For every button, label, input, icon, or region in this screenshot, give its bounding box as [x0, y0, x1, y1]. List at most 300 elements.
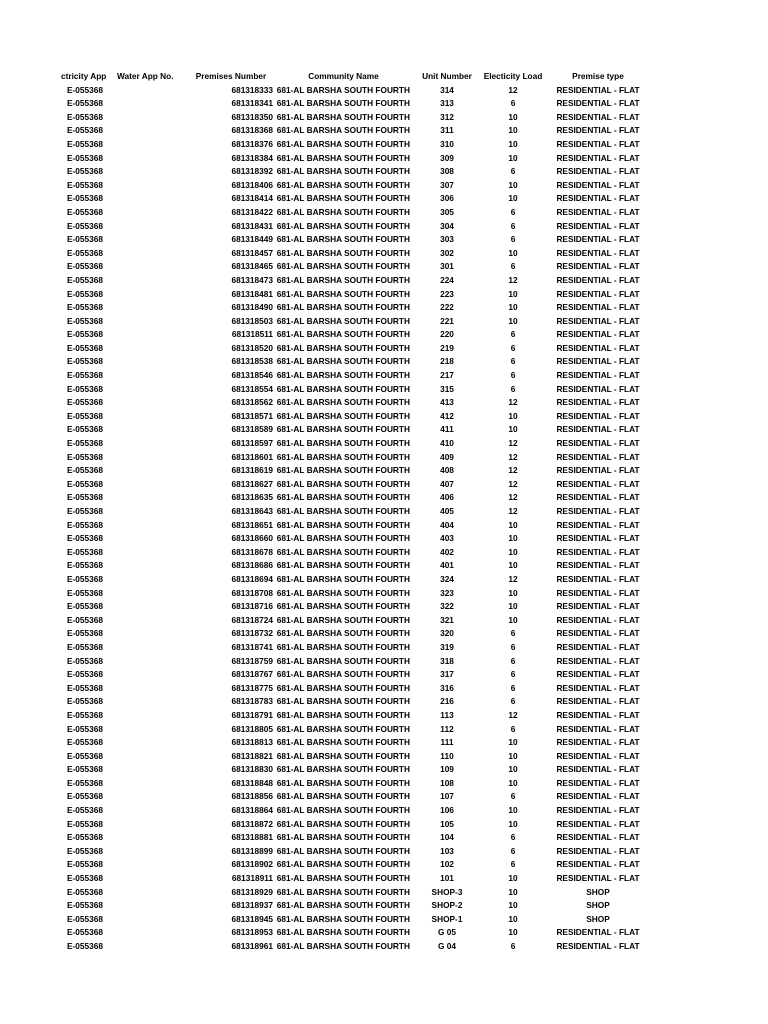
cell-premises-number[interactable]: 681318961 — [231, 941, 273, 951]
cell-electricity-load[interactable]: 6 — [510, 370, 516, 381]
cell-community-name[interactable]: 681-AL BARSHA SOUTH FOURTH — [276, 873, 410, 884]
cell-premise-type[interactable]: RESIDENTIAL - FLAT — [556, 709, 640, 720]
cell-premises-number[interactable]: 681318775 — [231, 682, 273, 693]
cell-premises-number[interactable]: 681318473 — [231, 274, 273, 285]
cell-unit-number[interactable]: 224 — [440, 274, 454, 285]
cell-electricity-load[interactable]: 12 — [508, 573, 518, 584]
header-electricity-app[interactable]: ctricity App — [61, 71, 107, 81]
cell-community-name[interactable]: 681-AL BARSHA SOUTH FOURTH — [276, 234, 410, 245]
cell-community-name[interactable]: 681-AL BARSHA SOUTH FOURTH — [276, 723, 410, 734]
cell-premises-number[interactable]: 681318830 — [231, 764, 273, 775]
cell-electricity-app[interactable]: E-055368 — [67, 152, 103, 163]
cell-premise-type[interactable]: RESIDENTIAL - FLAT — [556, 573, 640, 584]
cell-unit-number[interactable]: 218 — [440, 356, 454, 367]
cell-premises-number[interactable]: 681318864 — [231, 805, 273, 816]
cell-electricity-load[interactable]: 12 — [508, 506, 518, 516]
cell-premise-type[interactable]: RESIDENTIAL - FLAT — [556, 125, 640, 136]
cell-premise-type[interactable]: RESIDENTIAL - FLAT — [556, 179, 640, 190]
cell-unit-number[interactable]: 109 — [440, 764, 454, 775]
cell-unit-number[interactable]: 113 — [440, 709, 454, 720]
cell-premises-number[interactable]: 681318813 — [231, 737, 273, 748]
cell-electricity-app[interactable]: E-055368 — [67, 288, 103, 299]
cell-premises-number[interactable]: 681318911 — [231, 873, 273, 884]
cell-water-app[interactable] — [113, 396, 187, 410]
cell-electricity-load[interactable]: 6 — [510, 655, 516, 666]
cell-premise-type[interactable]: RESIDENTIAL - FLAT — [556, 791, 640, 802]
cell-electricity-app[interactable]: E-055368 — [67, 696, 103, 707]
cell-community-name[interactable]: 681-AL BARSHA SOUTH FOURTH — [276, 573, 410, 584]
cell-premise-type[interactable]: RESIDENTIAL - FLAT — [556, 247, 640, 258]
cell-water-app[interactable] — [113, 138, 187, 152]
cell-premises-number[interactable]: 681318767 — [231, 669, 273, 680]
cell-electricity-app[interactable]: E-055368 — [67, 859, 103, 870]
cell-premise-type[interactable]: RESIDENTIAL - FLAT — [556, 764, 640, 775]
cell-water-app[interactable] — [113, 519, 187, 533]
cell-electricity-load[interactable]: 6 — [510, 261, 516, 272]
header-water-app[interactable]: Water App No. — [117, 71, 174, 81]
cell-premises-number[interactable]: 681318805 — [231, 723, 273, 734]
cell-electricity-load[interactable]: 12 — [508, 84, 518, 95]
cell-community-name[interactable]: 681-AL BARSHA SOUTH FOURTH — [276, 546, 410, 557]
cell-community-name[interactable]: 681-AL BARSHA SOUTH FOURTH — [276, 410, 410, 421]
cell-unit-number[interactable]: 321 — [440, 614, 454, 625]
cell-unit-number[interactable]: 411 — [440, 424, 454, 435]
cell-premises-number[interactable]: 681318481 — [231, 288, 273, 299]
cell-community-name[interactable]: 681-AL BARSHA SOUTH FOURTH — [276, 465, 410, 476]
cell-electricity-app[interactable]: E-055368 — [67, 533, 103, 544]
cell-electricity-app[interactable]: E-055368 — [67, 669, 103, 680]
cell-community-name[interactable]: 681-AL BARSHA SOUTH FOURTH — [276, 370, 410, 381]
cell-community-name[interactable]: 681-AL BARSHA SOUTH FOURTH — [276, 302, 410, 313]
cell-premises-number[interactable]: 681318716 — [231, 601, 273, 612]
cell-electricity-app[interactable]: E-055368 — [67, 465, 103, 476]
cell-electricity-load[interactable]: 10 — [508, 302, 518, 313]
header-unit-number[interactable]: Unit Number — [422, 71, 472, 81]
cell-premise-type[interactable]: RESIDENTIAL - FLAT — [556, 492, 640, 503]
cell-unit-number[interactable]: 412 — [440, 410, 454, 421]
cell-unit-number[interactable]: 303 — [440, 234, 454, 245]
cell-electricity-app[interactable]: E-055368 — [67, 886, 103, 897]
cell-unit-number[interactable]: 312 — [440, 111, 454, 122]
cell-electricity-app[interactable]: E-055368 — [67, 451, 103, 462]
cell-premise-type[interactable]: RESIDENTIAL - FLAT — [556, 859, 640, 870]
cell-unit-number[interactable]: 407 — [440, 478, 454, 489]
cell-unit-number[interactable]: 314 — [440, 84, 454, 95]
cell-premises-number[interactable]: 681318350 — [231, 111, 273, 122]
cell-water-app[interactable] — [113, 84, 187, 98]
cell-unit-number[interactable]: 410 — [440, 438, 454, 449]
cell-electricity-load[interactable]: 10 — [508, 288, 518, 299]
cell-premise-type[interactable]: RESIDENTIAL - FLAT — [556, 682, 640, 693]
cell-premise-type[interactable]: RESIDENTIAL - FLAT — [556, 424, 640, 435]
cell-water-app[interactable] — [113, 111, 187, 125]
cell-electricity-app[interactable]: E-055368 — [67, 641, 103, 652]
cell-unit-number[interactable]: 307 — [440, 179, 454, 190]
cell-unit-number[interactable]: 406 — [440, 492, 454, 503]
cell-unit-number[interactable]: 323 — [440, 587, 454, 598]
cell-electricity-load[interactable]: 12 — [508, 478, 518, 489]
cell-water-app[interactable] — [113, 220, 187, 234]
cell-premise-type[interactable]: RESIDENTIAL - FLAT — [556, 805, 640, 816]
cell-community-name[interactable]: 681-AL BARSHA SOUTH FOURTH — [276, 329, 410, 340]
cell-premises-number[interactable]: 681318589 — [231, 424, 273, 435]
cell-community-name[interactable]: 681-AL BARSHA SOUTH FOURTH — [276, 913, 410, 924]
cell-water-app[interactable] — [113, 451, 187, 465]
cell-electricity-load[interactable]: 12 — [508, 709, 518, 720]
cell-water-app[interactable] — [113, 573, 187, 587]
cell-unit-number[interactable]: 107 — [440, 791, 454, 802]
cell-unit-number[interactable]: 318 — [440, 655, 454, 666]
cell-premises-number[interactable]: 681318791 — [231, 709, 273, 720]
cell-premise-type[interactable]: RESIDENTIAL - FLAT — [556, 506, 640, 516]
cell-electricity-load[interactable]: 10 — [508, 247, 518, 258]
cell-community-name[interactable]: 681-AL BARSHA SOUTH FOURTH — [276, 832, 410, 843]
cell-premise-type[interactable]: RESIDENTIAL - FLAT — [556, 669, 640, 680]
cell-water-app[interactable] — [113, 655, 187, 669]
cell-water-app[interactable] — [113, 750, 187, 764]
cell-unit-number[interactable]: 311 — [440, 125, 454, 136]
cell-electricity-app[interactable]: E-055368 — [67, 492, 103, 503]
cell-premise-type[interactable]: RESIDENTIAL - FLAT — [556, 370, 640, 381]
cell-community-name[interactable]: 681-AL BARSHA SOUTH FOURTH — [276, 261, 410, 272]
cell-unit-number[interactable]: G 04 — [438, 941, 456, 951]
cell-community-name[interactable]: 681-AL BARSHA SOUTH FOURTH — [276, 669, 410, 680]
cell-electricity-load[interactable]: 10 — [508, 179, 518, 190]
cell-unit-number[interactable]: 309 — [440, 152, 454, 163]
cell-water-app[interactable] — [113, 369, 187, 383]
cell-electricity-app[interactable]: E-055368 — [67, 628, 103, 639]
cell-electricity-app[interactable]: E-055368 — [67, 261, 103, 272]
cell-water-app[interactable] — [113, 831, 187, 845]
cell-premises-number[interactable]: 681318899 — [231, 845, 273, 856]
cell-premise-type[interactable]: RESIDENTIAL - FLAT — [556, 329, 640, 340]
cell-premise-type[interactable]: RESIDENTIAL - FLAT — [556, 628, 640, 639]
cell-electricity-app[interactable]: E-055368 — [67, 519, 103, 530]
cell-community-name[interactable]: 681-AL BARSHA SOUTH FOURTH — [276, 750, 410, 761]
cell-electricity-load[interactable]: 10 — [508, 587, 518, 598]
cell-premises-number[interactable]: 681318538 — [231, 356, 273, 367]
cell-electricity-app[interactable]: E-055368 — [67, 709, 103, 720]
cell-community-name[interactable]: 681-AL BARSHA SOUTH FOURTH — [276, 682, 410, 693]
cell-unit-number[interactable]: 403 — [440, 533, 454, 544]
cell-water-app[interactable] — [113, 288, 187, 302]
cell-water-app[interactable] — [113, 505, 187, 519]
cell-water-app[interactable] — [113, 723, 187, 737]
cell-unit-number[interactable]: 222 — [440, 302, 454, 313]
cell-unit-number[interactable]: 305 — [440, 206, 454, 217]
cell-community-name[interactable]: 681-AL BARSHA SOUTH FOURTH — [276, 84, 410, 95]
cell-electricity-load[interactable]: 10 — [508, 818, 518, 829]
cell-premise-type[interactable]: RESIDENTIAL - FLAT — [556, 533, 640, 544]
cell-unit-number[interactable]: 102 — [440, 859, 454, 870]
cell-premises-number[interactable]: 681318341 — [231, 98, 273, 109]
cell-premise-type[interactable]: RESIDENTIAL - FLAT — [556, 750, 640, 761]
cell-unit-number[interactable]: 306 — [440, 193, 454, 204]
cell-community-name[interactable]: 681-AL BARSHA SOUTH FOURTH — [276, 397, 410, 408]
cell-electricity-app[interactable]: E-055368 — [67, 247, 103, 258]
cell-community-name[interactable]: 681-AL BARSHA SOUTH FOURTH — [276, 845, 410, 856]
cell-premises-number[interactable]: 681318881 — [231, 832, 273, 843]
cell-unit-number[interactable]: 404 — [440, 519, 454, 530]
cell-electricity-app[interactable]: E-055368 — [67, 438, 103, 449]
cell-unit-number[interactable]: 317 — [440, 669, 454, 680]
cell-water-app[interactable] — [113, 641, 187, 655]
cell-premises-number[interactable]: 681318902 — [231, 859, 273, 870]
cell-premises-number[interactable]: 681318694 — [231, 573, 273, 584]
cell-premise-type[interactable]: RESIDENTIAL - FLAT — [556, 941, 640, 951]
cell-unit-number[interactable]: 304 — [440, 220, 454, 231]
cell-electricity-load[interactable]: 10 — [508, 873, 518, 884]
cell-electricity-app[interactable]: E-055368 — [67, 832, 103, 843]
cell-electricity-app[interactable]: E-055368 — [67, 614, 103, 625]
cell-premises-number[interactable]: 681318597 — [231, 438, 273, 449]
cell-electricity-load[interactable]: 10 — [508, 777, 518, 788]
cell-electricity-load[interactable]: 6 — [510, 941, 516, 951]
header-premises-number[interactable]: Premises Number — [195, 71, 267, 81]
cell-electricity-load[interactable]: 6 — [510, 682, 516, 693]
cell-premises-number[interactable]: 681318732 — [231, 628, 273, 639]
cell-premise-type[interactable]: RESIDENTIAL - FLAT — [556, 84, 640, 95]
cell-electricity-load[interactable]: 12 — [508, 492, 518, 503]
cell-electricity-app[interactable]: E-055368 — [67, 845, 103, 856]
cell-water-app[interactable] — [113, 600, 187, 614]
cell-water-app[interactable] — [113, 247, 187, 261]
cell-community-name[interactable]: 681-AL BARSHA SOUTH FOURTH — [276, 247, 410, 258]
cell-electricity-load[interactable]: 6 — [510, 98, 516, 109]
cell-electricity-load[interactable]: 6 — [510, 845, 516, 856]
cell-community-name[interactable]: 681-AL BARSHA SOUTH FOURTH — [276, 900, 410, 911]
cell-premises-number[interactable]: 681318759 — [231, 655, 273, 666]
cell-electricity-app[interactable]: E-055368 — [67, 356, 103, 367]
cell-unit-number[interactable]: 301 — [440, 261, 454, 272]
cell-community-name[interactable]: 681-AL BARSHA SOUTH FOURTH — [276, 777, 410, 788]
cell-unit-number[interactable]: SHOP-1 — [431, 913, 463, 924]
header-premise-type[interactable]: Premise type — [572, 71, 624, 81]
cell-water-app[interactable] — [113, 546, 187, 560]
cell-premises-number[interactable]: 681318414 — [231, 193, 273, 204]
cell-community-name[interactable]: 681-AL BARSHA SOUTH FOURTH — [276, 220, 410, 231]
cell-premise-type[interactable]: RESIDENTIAL - FLAT — [556, 138, 640, 149]
cell-unit-number[interactable]: 308 — [440, 166, 454, 177]
cell-community-name[interactable]: 681-AL BARSHA SOUTH FOURTH — [276, 478, 410, 489]
cell-water-app[interactable] — [113, 858, 187, 872]
cell-electricity-load[interactable]: 12 — [508, 438, 518, 449]
cell-premise-type[interactable]: SHOP — [586, 886, 610, 897]
cell-electricity-app[interactable]: E-055368 — [67, 234, 103, 245]
cell-unit-number[interactable]: 108 — [440, 777, 454, 788]
cell-community-name[interactable]: 681-AL BARSHA SOUTH FOURTH — [276, 98, 410, 109]
cell-water-app[interactable] — [113, 532, 187, 546]
cell-electricity-load[interactable]: 10 — [508, 886, 518, 897]
cell-premise-type[interactable]: RESIDENTIAL - FLAT — [556, 383, 640, 394]
cell-premise-type[interactable]: RESIDENTIAL - FLAT — [556, 614, 640, 625]
cell-electricity-load[interactable]: 6 — [510, 669, 516, 680]
cell-electricity-app[interactable]: E-055368 — [67, 383, 103, 394]
cell-electricity-app[interactable]: E-055368 — [67, 302, 103, 313]
cell-community-name[interactable]: 681-AL BARSHA SOUTH FOURTH — [276, 193, 410, 204]
cell-premise-type[interactable]: RESIDENTIAL - FLAT — [556, 315, 640, 326]
cell-premise-type[interactable]: RESIDENTIAL - FLAT — [556, 655, 640, 666]
cell-premise-type[interactable]: RESIDENTIAL - FLAT — [556, 465, 640, 476]
cell-community-name[interactable]: 681-AL BARSHA SOUTH FOURTH — [276, 288, 410, 299]
cell-community-name[interactable]: 681-AL BARSHA SOUTH FOURTH — [276, 383, 410, 394]
cell-unit-number[interactable]: 320 — [440, 628, 454, 639]
cell-electricity-load[interactable]: 6 — [510, 641, 516, 652]
cell-premise-type[interactable]: RESIDENTIAL - FLAT — [556, 723, 640, 734]
cell-premises-number[interactable]: 681318490 — [231, 302, 273, 313]
cell-electricity-app[interactable]: E-055368 — [67, 927, 103, 938]
cell-water-app[interactable] — [113, 383, 187, 397]
cell-water-app[interactable] — [113, 328, 187, 342]
cell-community-name[interactable]: 681-AL BARSHA SOUTH FOURTH — [276, 424, 410, 435]
cell-electricity-app[interactable]: E-055368 — [67, 397, 103, 408]
cell-water-app[interactable] — [113, 872, 187, 886]
cell-water-app[interactable] — [113, 152, 187, 166]
cell-electricity-app[interactable]: E-055368 — [67, 546, 103, 557]
cell-community-name[interactable]: 681-AL BARSHA SOUTH FOURTH — [276, 614, 410, 625]
cell-water-app[interactable] — [113, 777, 187, 791]
cell-premise-type[interactable]: RESIDENTIAL - FLAT — [556, 302, 640, 313]
cell-unit-number[interactable]: 413 — [440, 397, 454, 408]
cell-electricity-app[interactable]: E-055368 — [67, 166, 103, 177]
cell-premise-type[interactable]: RESIDENTIAL - FLAT — [556, 818, 640, 829]
cell-water-app[interactable] — [113, 124, 187, 138]
cell-electricity-app[interactable]: E-055368 — [67, 424, 103, 435]
cell-premises-number[interactable]: 681318465 — [231, 261, 273, 272]
cell-electricity-load[interactable]: 10 — [508, 805, 518, 816]
cell-premises-number[interactable]: 681318619 — [231, 465, 273, 476]
cell-water-app[interactable] — [113, 926, 187, 940]
cell-premises-number[interactable]: 681318741 — [231, 641, 273, 652]
cell-electricity-load[interactable]: 10 — [508, 913, 518, 924]
cell-unit-number[interactable]: SHOP-2 — [431, 900, 463, 911]
cell-electricity-app[interactable]: E-055368 — [67, 125, 103, 136]
cell-community-name[interactable]: 681-AL BARSHA SOUTH FOURTH — [276, 506, 410, 516]
cell-water-app[interactable] — [113, 97, 187, 111]
cell-community-name[interactable]: 681-AL BARSHA SOUTH FOURTH — [276, 601, 410, 612]
cell-community-name[interactable]: 681-AL BARSHA SOUTH FOURTH — [276, 859, 410, 870]
cell-premise-type[interactable]: RESIDENTIAL - FLAT — [556, 261, 640, 272]
cell-premises-number[interactable]: 681318511 — [231, 329, 273, 340]
cell-community-name[interactable]: 681-AL BARSHA SOUTH FOURTH — [276, 886, 410, 897]
cell-unit-number[interactable]: 408 — [440, 465, 454, 476]
cell-premises-number[interactable]: 681318333 — [231, 84, 273, 95]
cell-electricity-app[interactable]: E-055368 — [67, 111, 103, 122]
cell-community-name[interactable]: 681-AL BARSHA SOUTH FOURTH — [276, 709, 410, 720]
cell-premises-number[interactable]: 681318929 — [231, 886, 273, 897]
cell-water-app[interactable] — [113, 736, 187, 750]
cell-premises-number[interactable]: 681318571 — [231, 410, 273, 421]
cell-premises-number[interactable]: 681318601 — [231, 451, 273, 462]
cell-electricity-load[interactable]: 6 — [510, 234, 516, 245]
cell-electricity-app[interactable]: E-055368 — [67, 601, 103, 612]
cell-water-app[interactable] — [113, 301, 187, 315]
cell-premises-number[interactable]: 681318406 — [231, 179, 273, 190]
cell-water-app[interactable] — [113, 437, 187, 451]
cell-community-name[interactable]: 681-AL BARSHA SOUTH FOURTH — [276, 764, 410, 775]
cell-premises-number[interactable]: 681318686 — [231, 560, 273, 571]
cell-premises-number[interactable]: 681318821 — [231, 750, 273, 761]
cell-unit-number[interactable]: 402 — [440, 546, 454, 557]
cell-community-name[interactable]: 681-AL BARSHA SOUTH FOURTH — [276, 560, 410, 571]
cell-unit-number[interactable]: 223 — [440, 288, 454, 299]
cell-electricity-app[interactable]: E-055368 — [67, 206, 103, 217]
cell-premise-type[interactable]: RESIDENTIAL - FLAT — [556, 832, 640, 843]
cell-community-name[interactable]: 681-AL BARSHA SOUTH FOURTH — [276, 356, 410, 367]
cell-premise-type[interactable]: RESIDENTIAL - FLAT — [556, 438, 640, 449]
cell-electricity-load[interactable]: 6 — [510, 220, 516, 231]
cell-electricity-load[interactable]: 6 — [510, 723, 516, 734]
cell-community-name[interactable]: 681-AL BARSHA SOUTH FOURTH — [276, 125, 410, 136]
cell-unit-number[interactable]: G 05 — [438, 927, 456, 938]
cell-electricity-load[interactable]: 10 — [508, 193, 518, 204]
cell-unit-number[interactable]: SHOP-3 — [431, 886, 463, 897]
cell-electricity-app[interactable]: E-055368 — [67, 805, 103, 816]
cell-electricity-load[interactable]: 10 — [508, 764, 518, 775]
cell-premise-type[interactable]: RESIDENTIAL - FLAT — [556, 234, 640, 245]
cell-electricity-app[interactable]: E-055368 — [67, 220, 103, 231]
cell-electricity-app[interactable]: E-055368 — [67, 315, 103, 326]
cell-electricity-load[interactable]: 6 — [510, 628, 516, 639]
cell-electricity-app[interactable]: E-055368 — [67, 913, 103, 924]
cell-premises-number[interactable]: 681318368 — [231, 125, 273, 136]
cell-electricity-app[interactable]: E-055368 — [67, 818, 103, 829]
cell-electricity-app[interactable]: E-055368 — [67, 193, 103, 204]
cell-premise-type[interactable]: RESIDENTIAL - FLAT — [556, 587, 640, 598]
cell-premise-type[interactable]: RESIDENTIAL - FLAT — [556, 873, 640, 884]
cell-water-app[interactable] — [113, 192, 187, 206]
cell-water-app[interactable] — [113, 790, 187, 804]
cell-community-name[interactable]: 681-AL BARSHA SOUTH FOURTH — [276, 206, 410, 217]
cell-electricity-app[interactable]: E-055368 — [67, 587, 103, 598]
cell-electricity-load[interactable]: 10 — [508, 927, 518, 938]
cell-premises-number[interactable]: 681318431 — [231, 220, 273, 231]
cell-electricity-load[interactable]: 6 — [510, 206, 516, 217]
cell-unit-number[interactable]: 101 — [440, 873, 454, 884]
cell-unit-number[interactable]: 106 — [440, 805, 454, 816]
cell-water-app[interactable] — [113, 940, 187, 954]
cell-community-name[interactable]: 681-AL BARSHA SOUTH FOURTH — [276, 791, 410, 802]
cell-unit-number[interactable]: 409 — [440, 451, 454, 462]
cell-electricity-load[interactable]: 6 — [510, 342, 516, 353]
cell-water-app[interactable] — [113, 682, 187, 696]
cell-community-name[interactable]: 681-AL BARSHA SOUTH FOURTH — [276, 166, 410, 177]
cell-unit-number[interactable]: 313 — [440, 98, 454, 109]
cell-electricity-app[interactable]: E-055368 — [67, 941, 103, 951]
cell-electricity-app[interactable]: E-055368 — [67, 655, 103, 666]
cell-unit-number[interactable]: 217 — [440, 370, 454, 381]
cell-electricity-app[interactable]: E-055368 — [67, 179, 103, 190]
cell-unit-number[interactable]: 221 — [440, 315, 454, 326]
cell-premises-number[interactable]: 681318937 — [231, 900, 273, 911]
cell-premises-number[interactable]: 681318708 — [231, 587, 273, 598]
cell-premises-number[interactable]: 681318520 — [231, 342, 273, 353]
cell-premises-number[interactable]: 681318376 — [231, 138, 273, 149]
cell-electricity-load[interactable]: 6 — [510, 859, 516, 870]
cell-electricity-load[interactable]: 6 — [510, 166, 516, 177]
cell-electricity-load[interactable]: 10 — [508, 519, 518, 530]
cell-premises-number[interactable]: 681318554 — [231, 383, 273, 394]
cell-electricity-app[interactable]: E-055368 — [67, 750, 103, 761]
cell-premises-number[interactable]: 681318546 — [231, 370, 273, 381]
cell-water-app[interactable] — [113, 709, 187, 723]
cell-unit-number[interactable]: 315 — [440, 383, 454, 394]
cell-electricity-load[interactable]: 6 — [510, 791, 516, 802]
cell-unit-number[interactable]: 405 — [440, 506, 454, 516]
cell-electricity-load[interactable]: 6 — [510, 329, 516, 340]
cell-electricity-load[interactable]: 12 — [508, 465, 518, 476]
cell-electricity-app[interactable]: E-055368 — [67, 560, 103, 571]
